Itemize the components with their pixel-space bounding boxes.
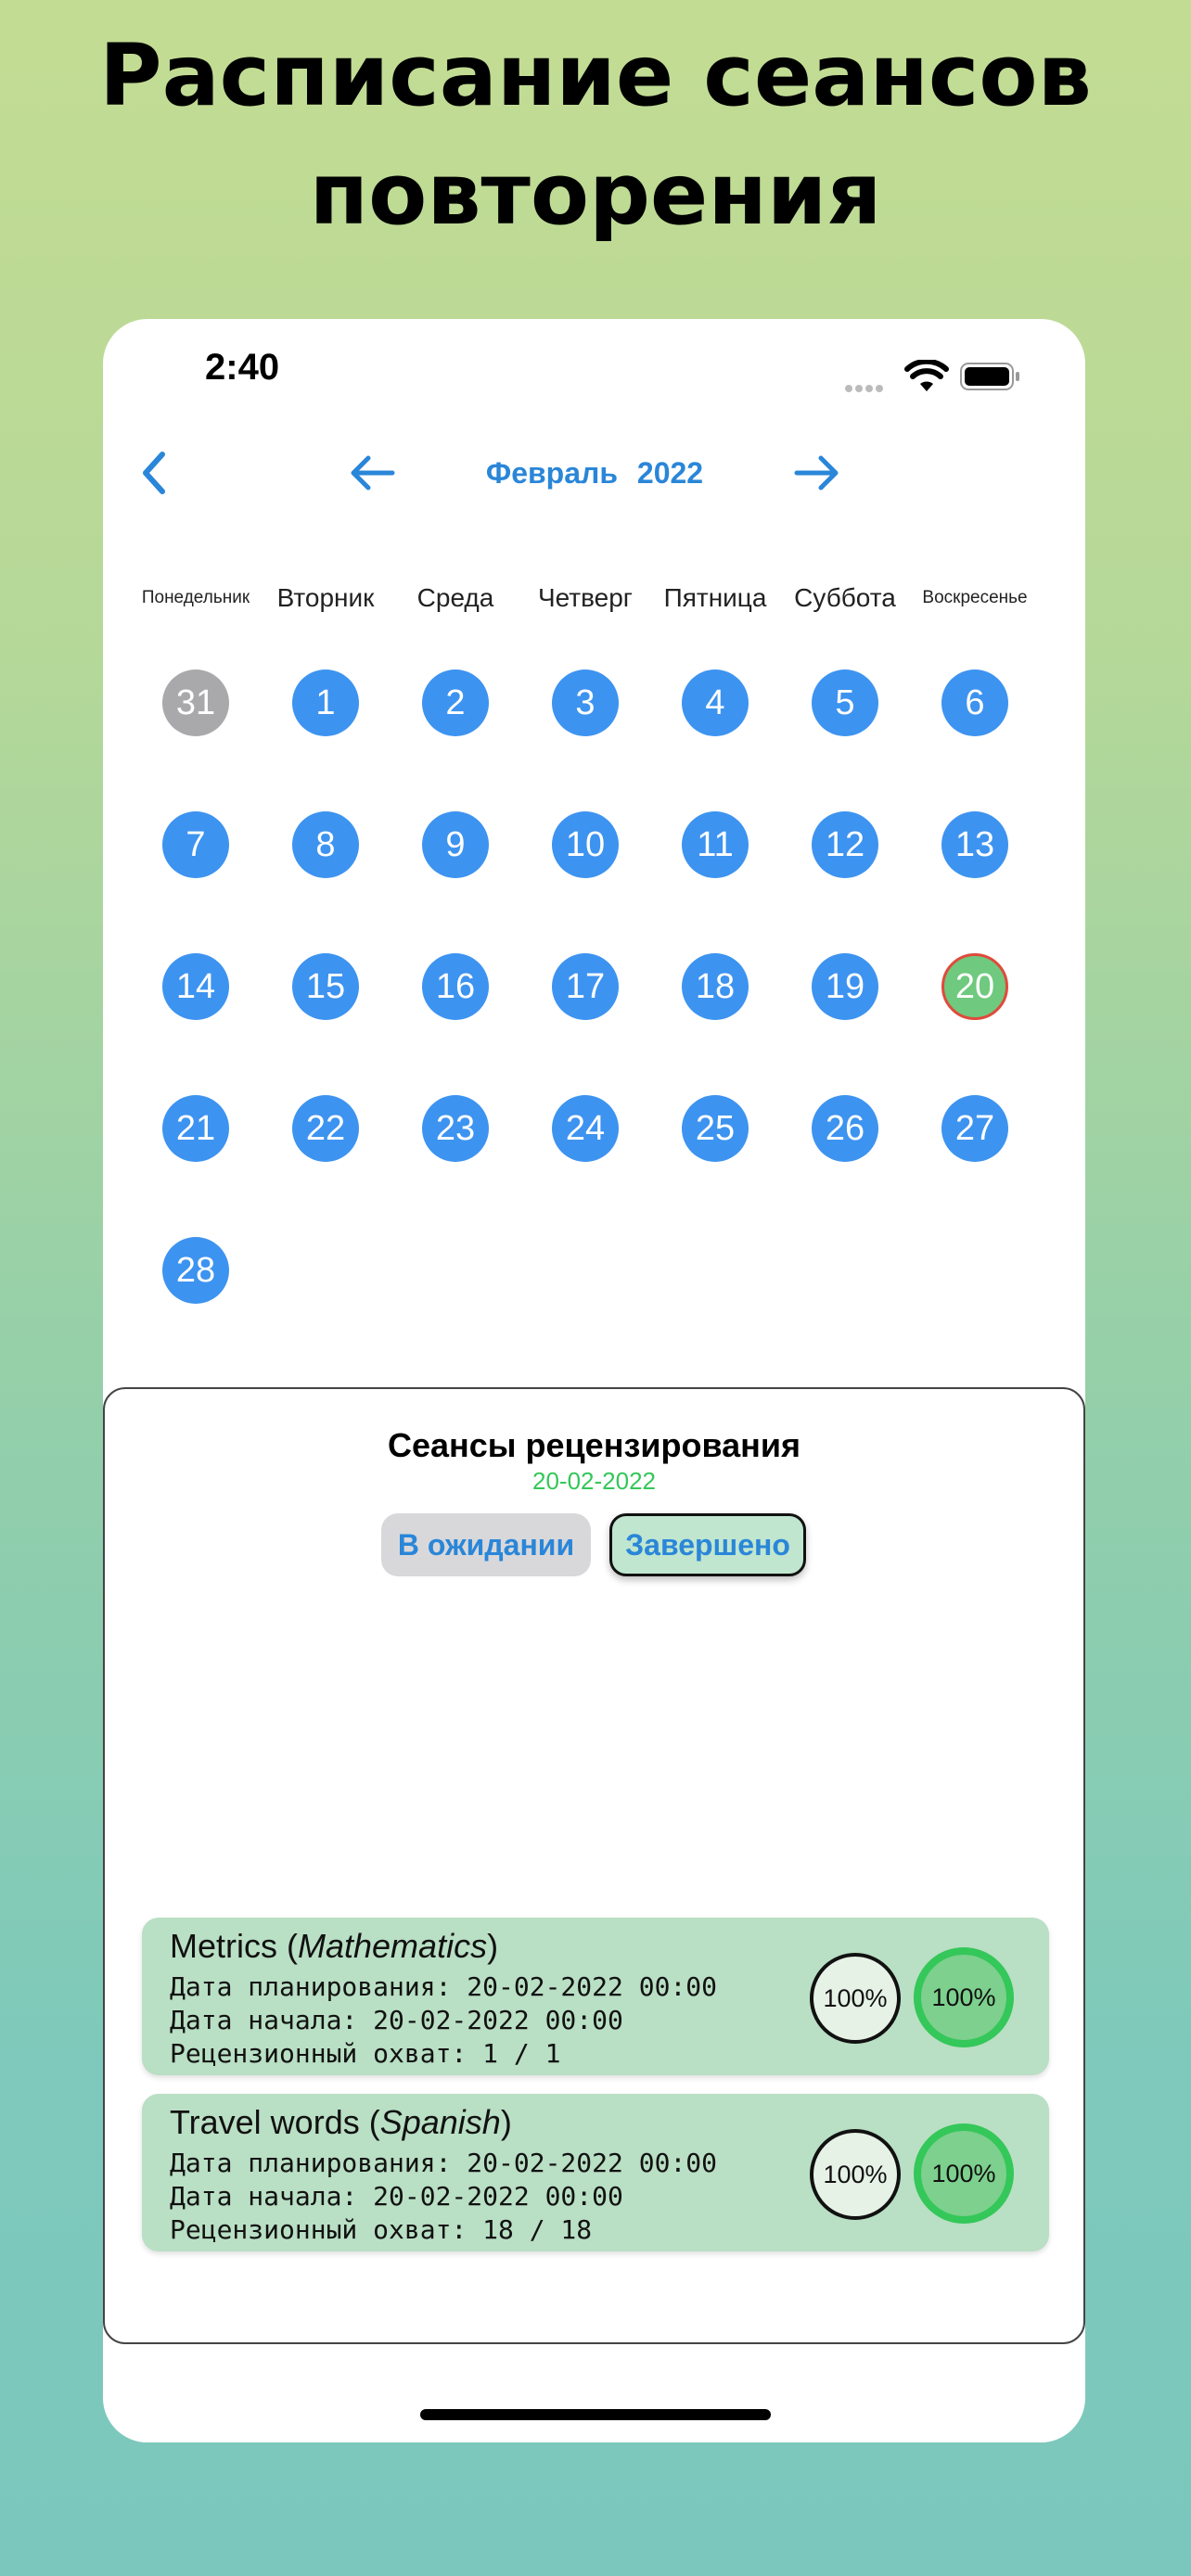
status-time: 2:40 [205,347,280,388]
session-subject: Spanish [379,2103,501,2141]
segment-completed[interactable]: Завершено [609,1513,806,1576]
sheet-date: 20-02-2022 [532,1467,656,1495]
phone-screen [103,319,1085,2442]
calendar-day[interactable]: 15 [292,953,359,1020]
session-planned: Дата планирования: 20-02-2022 00:00 [170,2148,718,2178]
session-subject: Mathematics [298,1927,488,1965]
calendar-day[interactable]: 31 [162,670,229,736]
weekday-label: Понедельник [141,588,250,607]
month-label: Февраль [485,456,619,490]
session-started: Дата начала: 20-02-2022 00:00 [170,2005,623,2035]
calendar-day[interactable]: 17 [552,953,619,1020]
calendar-day[interactable]: 11 [682,811,749,878]
review-sessions-sheet [103,1387,1085,2344]
headline-line-2: повторения [309,145,882,244]
calendar-day[interactable]: 23 [422,1095,489,1162]
calendar-day[interactable]: 12 [812,811,878,878]
calendar-day[interactable]: 6 [941,670,1008,736]
calendar-day[interactable]: 14 [162,953,229,1020]
session-planned: Дата планирования: 20-02-2022 00:00 [170,1971,718,2002]
session-name: Metrics [170,1927,277,1965]
session-card[interactable] [142,1918,1049,2075]
calendar-day-selected[interactable]: 20 [941,953,1008,1020]
weekday-label: Среда [416,583,494,612]
calendar-day[interactable]: 27 [941,1095,1008,1162]
calendar-day[interactable]: 22 [292,1095,359,1162]
wifi-icon [904,360,949,393]
calendar-day[interactable]: 7 [162,811,229,878]
calendar-day[interactable]: 13 [941,811,1008,878]
home-indicator [420,2409,771,2420]
weekday-label: Четверг [537,583,634,612]
calendar-day[interactable]: 28 [162,1237,229,1304]
weekday-header [131,575,1068,621]
segment-pending[interactable]: В ожидании [381,1513,591,1576]
progress-ring-outline: 100% [810,2129,901,2220]
back-chevron-icon[interactable] [131,445,177,501]
calendar-day[interactable]: 4 [682,670,749,736]
battery-icon [960,362,1021,391]
sheet-title: Сеансы рецензирования [387,1426,801,1464]
progress-ring-complete: 100% [914,2123,1014,2224]
calendar-day[interactable]: 5 [812,670,878,736]
year-label: 2022 [636,456,704,490]
calendar-day[interactable]: 24 [552,1095,619,1162]
calendar-day[interactable]: 18 [682,953,749,1020]
calendar-day[interactable]: 21 [162,1095,229,1162]
page-headline [0,17,1191,254]
calendar-day[interactable]: 26 [812,1095,878,1162]
calendar-day[interactable]: 10 [552,811,619,878]
calendar-day[interactable]: 2 [422,670,489,736]
calendar-day[interactable]: 25 [682,1095,749,1162]
weekday-label: Пятница [663,583,767,612]
session-coverage: Рецензионный охват: 18 / 18 [170,2214,593,2245]
weekday-label: Вторник [276,583,375,612]
session-name: Travel words [170,2103,360,2141]
calendar-day[interactable]: 1 [292,670,359,736]
calendar-day[interactable]: 16 [422,953,489,1020]
calendar-day[interactable]: 9 [422,811,489,878]
calendar-day[interactable]: 3 [552,670,619,736]
previous-month-arrow-icon[interactable] [346,453,398,493]
next-month-arrow-icon[interactable] [791,453,843,493]
weekday-label: Воскресенье [922,588,1028,607]
session-title: Travel words (Spanish) [170,2103,512,2141]
session-card[interactable] [142,2094,1049,2251]
calendar-day[interactable]: 8 [292,811,359,878]
session-started: Дата начала: 20-02-2022 00:00 [170,2181,623,2212]
weekday-label: Суббота [794,583,896,612]
session-coverage: Рецензионный охват: 1 / 1 [170,2038,561,2069]
progress-ring-outline: 100% [810,1953,901,2044]
session-title: Metrics (Mathematics) [170,1927,499,1965]
signal-dots-icon [845,378,895,386]
headline-line-1: Расписание сеансов [99,26,1092,125]
progress-ring-complete: 100% [914,1947,1014,2047]
calendar-day[interactable]: 19 [812,953,878,1020]
month-year-title [409,453,780,493]
